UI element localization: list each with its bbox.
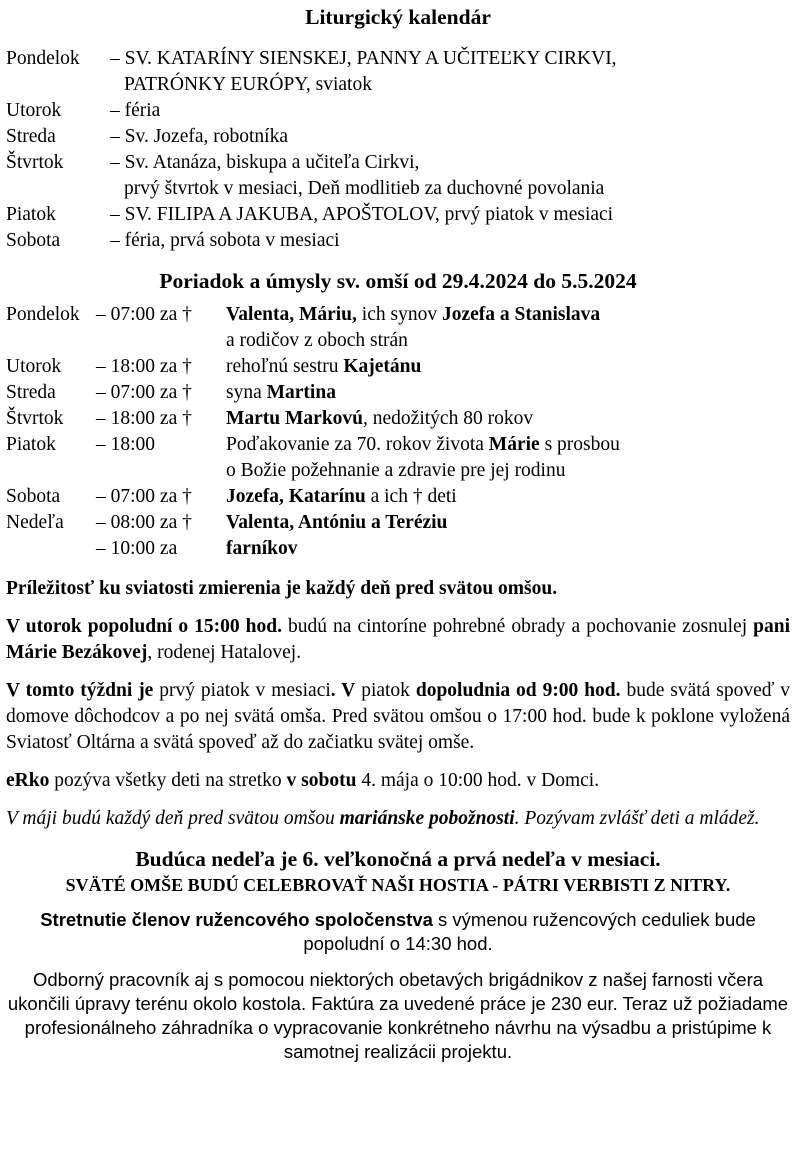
mass-day	[6, 536, 96, 562]
mass-day: Piatok	[6, 434, 56, 455]
mass-intention-line: syna Martina	[226, 382, 336, 403]
church-works-notice: Odborný pracovník aj s pomocou niektorých obetavých brigádnikov z našej farnosti včera ukončili úpravy terénu okolo kostola. Faktúra za uvedené práce je 230 eur. Teraz už požiadame profesionálneho záhradníka o vypracovanie konkrétneho návrhu na výsadbu a pristúpime k samotnej realizácii projektu.	[7, 969, 789, 1062]
calendar-feast-line: – féria	[110, 100, 161, 121]
calendar-row	[6, 202, 790, 228]
calendar-day: Štvrtok	[6, 152, 64, 173]
calendar-feast-line: – SV. FILIPA A JAKUBA, APOŠTOLOV, prvý piatok v mesiaci	[110, 204, 614, 225]
mass-intention	[226, 354, 790, 380]
liturgical-calendar	[6, 46, 790, 254]
calendar-day: Sobota	[6, 230, 61, 251]
calendar-row	[6, 124, 790, 150]
mass-row	[6, 536, 790, 562]
mass-row	[6, 302, 790, 354]
calendar-feast	[110, 124, 790, 150]
mass-intention-line: farníkov	[226, 538, 298, 559]
calendar-feast-line: – Sv. Jozefa, robotníka	[110, 126, 288, 147]
mass-day: Nedeľa	[6, 512, 64, 533]
calendar-day: Pondelok	[6, 48, 80, 69]
mass-intention-line: rehoľnú sestru Kajetánu	[226, 356, 422, 377]
mass-day: Sobota	[6, 486, 61, 507]
mass-row	[6, 510, 790, 536]
mass-intention	[226, 406, 790, 432]
calendar-feast-line: prvý štvrtok v mesiaci, Deň modlitieb za duchovné povolania	[124, 178, 605, 199]
calendar-row	[6, 150, 790, 202]
mass-time: – 07:00 za †	[96, 486, 192, 507]
funeral-notice: V utorok popoludní o 15:00 hod. budú na cintoríne pohrebné obrady a pochovanie zosnulej pani Márie Bezákovej, rodenej Hatalovej.	[6, 616, 790, 663]
calendar-title: Liturgický kalendár	[305, 5, 491, 29]
mass-intention-line: Martu Markovú, nedožitých 80 rokov	[226, 408, 534, 429]
calendar-day: Streda	[6, 126, 56, 147]
calendar-feast-line: – SV. KATARÍNY SIENSKEJ, PANNY A UČITEĽKY CIRKVI,	[110, 48, 617, 69]
next-sunday-subheading: SVÄTÉ OMŠE BUDÚ CELEBROVAŤ NAŠI HOSTIA - PÁTRI VERBISTI Z NITRY.	[65, 875, 731, 895]
first-friday-notice: V tomto týždni je prvý piatok v mesiaci. V piatok dopoludnia od 9:00 hod. bude svätá spoveď v domove dôchodcov a po nej svätá omša. Pred svätou omšou o 17:00 hod. bude k poklone vyložená Sviatosť Oltárna a svätá spoveď až do začiatku svätej omše.	[6, 680, 790, 753]
mass-row	[6, 406, 790, 432]
mass-time: – 18:00 za †	[96, 408, 192, 429]
mass-intention	[226, 302, 790, 354]
calendar-feast-line: – féria, prvá sobota v mesiaci	[110, 230, 340, 251]
calendar-row	[6, 98, 790, 124]
mass-intention-line: a rodičov z oboch strán	[226, 330, 408, 351]
mass-time: – 07:00 za †	[96, 382, 192, 403]
calendar-feast	[110, 228, 790, 254]
mass-day: Štvrtok	[6, 408, 64, 429]
masses-title: Poriadok a úmysly sv. omší od 29.4.2024 do 5.5.2024	[159, 269, 637, 293]
mass-time: – 10:00 za	[96, 538, 178, 559]
next-sunday-heading: Budúca nedeľa je 6. veľkonočná a prvá nedeľa v mesiaci.	[135, 847, 661, 871]
mass-row	[6, 380, 790, 406]
mass-intention-line: Poďakovanie za 70. rokov života Márie s prosbou	[226, 434, 620, 455]
calendar-day: Piatok	[6, 204, 56, 225]
calendar-feast	[110, 46, 790, 98]
erko-notice: eRko pozýva všetky deti na stretko v sobotu 4. mája o 10:00 hod. v Domci.	[6, 770, 600, 791]
confession-notice: Príležitosť ku sviatosti zmierenia je každý deň pred svätou omšou.	[6, 578, 558, 599]
mass-day: Utorok	[6, 356, 62, 377]
mass-time: – 18:00 za †	[96, 356, 192, 377]
mass-intention	[226, 536, 790, 562]
mass-time: – 08:00 za †	[96, 512, 192, 533]
mass-intention-line: o Božie požehnanie a zdravie pre jej rodinu	[226, 460, 566, 481]
mass-schedule	[6, 302, 790, 562]
mass-intention	[226, 432, 790, 484]
calendar-day: Utorok	[6, 100, 62, 121]
mass-intention	[226, 484, 790, 510]
bulletin-page	[6, 2, 790, 1064]
mass-time: – 07:00 za †	[96, 304, 192, 325]
calendar-feast-line: – Sv. Atanáza, biskupa a učiteľa Cirkvi,	[110, 152, 420, 173]
rosary-notice: Stretnutie členov ružencového spoločenstva s výmenou ružencových ceduliek bude popoludní o 14:30 hod.	[40, 909, 756, 954]
mass-row	[6, 484, 790, 510]
mass-day: Pondelok	[6, 304, 80, 325]
calendar-feast	[110, 202, 790, 228]
calendar-feast	[110, 98, 790, 124]
mass-intention	[226, 380, 790, 406]
calendar-feast-line: PATRÓNKY EURÓPY, sviatok	[124, 74, 372, 95]
mass-intention-line: Valenta, Máriu, ich synov Jozefa a Stanislava	[226, 304, 601, 325]
mass-time: – 18:00	[96, 434, 156, 455]
calendar-row	[6, 46, 790, 98]
mass-intention	[226, 510, 790, 536]
mass-intention-line: Valenta, Antóniu a Teréziu	[226, 512, 448, 533]
mass-row	[6, 432, 790, 484]
mass-day: Streda	[6, 382, 56, 403]
mass-intention-line: Jozefa, Katarínu a ich † deti	[226, 486, 457, 507]
calendar-row	[6, 228, 790, 254]
may-devotion-notice: V máji budú každý deň pred svätou omšou mariánske pobožnosti. Pozývam zvlášť deti a mládež.	[6, 808, 760, 829]
mass-row	[6, 354, 790, 380]
calendar-feast	[110, 150, 790, 202]
